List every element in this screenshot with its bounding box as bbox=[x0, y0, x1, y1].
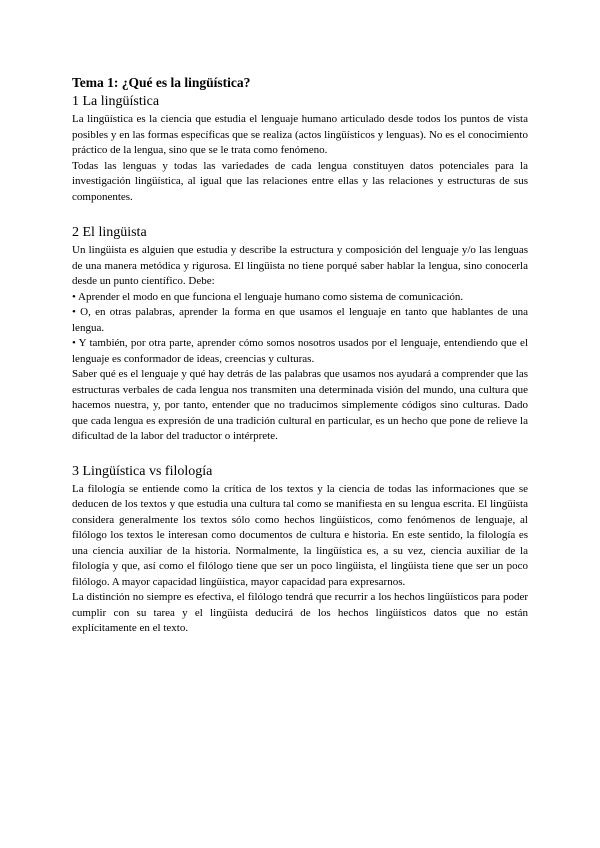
paragraph: La distinción no siempre es efectiva, el filólogo tendrá que recurrir a los hechos lingüísticos para poder cumplir con su tarea y el lingüista deducirá de los hechos lingüísticos datos que no están explícitamente en el texto. bbox=[72, 591, 528, 634]
section-heading-linguistica-vs-filologia: 3 Lingüística vs filología bbox=[72, 463, 213, 479]
paragraph: La filología se entiende como la crítica de los textos y la ciencia de todas las informaciones que se deducen de los textos y que estudia una cultura tal como se manifiesta en su lengua escrita. El lingüista considera generalmente los textos sólo como hechos lingüísticos, como fenómenos de lenguaje, al filólogo los textos le interesan como documentos de cultura e historia. En este sentido, la filología es una ciencia auxiliar de la historia. Normalmente, la lingüística es, a su vez, ciencia auxiliar de la filología y que, así como el filólogo tiene que ser un poco lingüista, el lingüista tiene que ser un poco filólogo. A mayor capacidad lingüística, mayor capacidad para expresarnos. bbox=[72, 482, 528, 588]
paragraph: La lingüística es la ciencia que estudia el lenguaje humano articulado desde todos los puntos de vista posibles y en las formas específicas que se realiza (actos lingüísticos y lenguas). No es el conocimiento práctico de la lengua, sino que se le trata como fenómeno. bbox=[72, 113, 528, 156]
paragraph: Todas las lenguas y todas las variedades de cada lengua constituyen datos potenciales para la investigación lingüística, al igual que las relaciones entre ellas y las relaciones y estructuras de sus componentes. bbox=[72, 159, 528, 203]
spacer bbox=[72, 205, 528, 224]
bullet-item: • O, en otras palabras, aprender la forma en que usamos el lenguaje en tanto que hablantes de una lengua. bbox=[72, 306, 528, 334]
section-heading-linguistica: 1 La lingüística bbox=[72, 94, 160, 109]
document-page bbox=[72, 74, 528, 637]
paragraph: Saber qué es el lenguaje y qué hay detrás de las palabras que usamos nos ayudará a comprender que las estructuras verbales de cada lengua nos transmiten una determinada visión del mundo, una cultura que hacemos nuestra, y, por tanto, entender que no traducimos simplemente códigos sino culturas. Dado que cada lengua es expresión de una tradición cultural en particular, es un hecho que pone de relieve la dificultad de la labor del traductor o intérprete. bbox=[72, 368, 528, 442]
spacer bbox=[72, 445, 528, 463]
bullet-item: • Y también, por otra parte, aprender cómo somos nosotros usados por el lenguaje, entendiendo que el lenguaje es conformador de ideas, creencias y culturas. bbox=[72, 337, 528, 365]
document-title: Tema 1: ¿Qué es la lingüística? bbox=[72, 75, 251, 90]
section-heading-linguista: 2 El lingüista bbox=[72, 225, 147, 240]
bullet-item: • Aprender el modo en que funciona el lenguaje humano como sistema de comunicación. bbox=[72, 290, 464, 303]
paragraph: Un lingüista es alguien que estudia y describe la estructura y composición del lenguaje y/o las lenguas de una manera metódica y rigurosa. El lingüista no tiene porqué saber hablar la lengua, sino conocerla desde un punto científico. Debe: bbox=[72, 244, 528, 287]
